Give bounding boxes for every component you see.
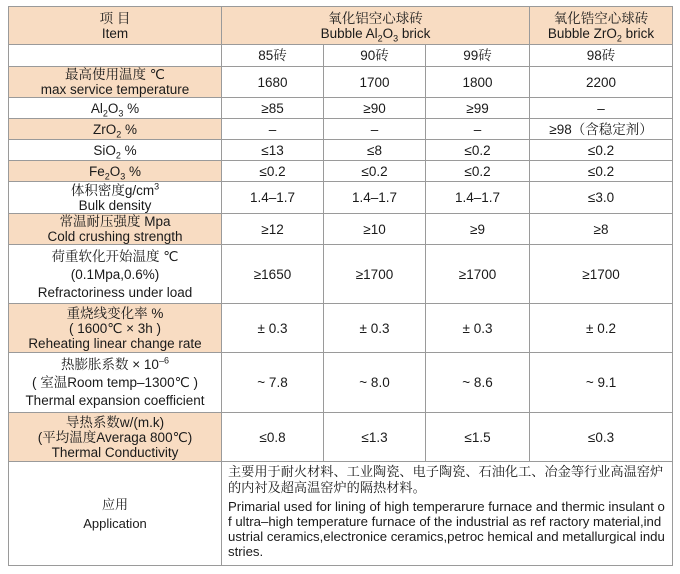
cell-value: ≥1700 <box>530 245 673 304</box>
cell-value: ≤3.0 <box>530 182 673 214</box>
row-refractoriness <box>9 245 673 304</box>
cell-value: ≤8 <box>324 140 426 161</box>
item-header-en: Item <box>101 25 129 41</box>
zr-group-header <box>530 7 673 45</box>
row-label: $Al_2O_3$ % <box>9 98 222 119</box>
cell-value: ≤1.3 <box>324 413 426 462</box>
grade-85: 85砖 <box>222 45 324 67</box>
cell-value: 2200 <box>530 67 673 98</box>
cell-value: ≥10 <box>324 214 426 245</box>
cell-value: ≥9 <box>426 214 530 245</box>
spec-table <box>8 6 673 566</box>
cell-value: – <box>324 119 426 140</box>
header-row <box>9 7 673 45</box>
cell-value: ≥8 <box>530 214 673 245</box>
cell-value: ~ 8.6 <box>426 353 530 413</box>
row-thermal-conductivity <box>9 413 673 462</box>
cell-value: 1700 <box>324 67 426 98</box>
cell-value: ≥90 <box>324 98 426 119</box>
cell-value: ± 0.3 <box>324 304 426 353</box>
cell-value: ≥1700 <box>426 245 530 304</box>
cell-value: ≤13 <box>222 140 324 161</box>
row-reheating <box>9 304 673 353</box>
grade-blank <box>9 45 222 67</box>
row-zro2 <box>9 119 673 140</box>
cell-value: ± 0.3 <box>222 304 324 353</box>
cell-value: – <box>222 119 324 140</box>
grade-99: 99砖 <box>426 45 530 67</box>
application-text-en: Primarial used for lining of high temperarure furnace and thermic insulant of ultra–high temperature furnace of the industrial as ref ractory material,industrial ceramics,electronice ceramics,petroc hemical and metallurgical industries. <box>228 499 665 559</box>
cell-value: ≥98（含稳定剂） <box>530 119 673 140</box>
cell-value: ≥1700 <box>324 245 426 304</box>
row-cold-crushing <box>9 214 673 245</box>
cell-value: ≤0.2 <box>222 161 324 182</box>
row-label: 热膨胀系数 × $10^{-6}$ ( 室温Room temp–1300℃ ) Thermal expansion coefficient <box>9 353 222 413</box>
cell-value: ± 0.3 <box>426 304 530 353</box>
cell-value: – <box>426 119 530 140</box>
cell-value: 1.4–1.7 <box>222 182 324 214</box>
row-label: 重烧线变化率 % ( 1600℃ × 3h ) Reheating linear change rate <box>9 304 222 353</box>
row-label: SiO$_2$ % <box>9 140 222 161</box>
row-fe2o3 <box>9 161 673 182</box>
item-header <box>9 7 222 45</box>
row-application <box>9 462 673 566</box>
row-label: 最高使用温度 ℃ max service temperature <box>9 67 222 98</box>
cell-value: ± 0.2 <box>530 304 673 353</box>
row-label: $Fe_2O_3$ % <box>9 161 222 182</box>
application-text-cn: 主要用于耐火材料、工业陶瓷、电子陶瓷、石油化工、冶金等行业高温窑炉的内衬及超高温窑炉的隔热材料。 <box>228 464 664 495</box>
cell-value: ≥1650 <box>222 245 324 304</box>
cell-value: ≤0.2 <box>426 140 530 161</box>
row-label: ZrO$_2$ % <box>9 119 222 140</box>
al-group-header <box>222 7 530 45</box>
row-thermal-expansion <box>9 353 673 413</box>
cell-value: – <box>530 98 673 119</box>
cell-value: ≤1.5 <box>426 413 530 462</box>
row-al2o3 <box>9 98 673 119</box>
grade-90: 90砖 <box>324 45 426 67</box>
cell-value: ≤0.2 <box>530 161 673 182</box>
cell-value: ≥12 <box>222 214 324 245</box>
cell-value: 1680 <box>222 67 324 98</box>
grade-row <box>9 45 673 67</box>
cell-value: ≤0.3 <box>530 413 673 462</box>
cell-value: ~ 7.8 <box>222 353 324 413</box>
row-max-temp <box>9 67 673 98</box>
cell-value: ≤0.2 <box>324 161 426 182</box>
cell-value: ~ 9.1 <box>530 353 673 413</box>
cell-value: ≤0.8 <box>222 413 324 462</box>
al-group-cn: 氧化铝空心球砖 <box>328 10 423 26</box>
cell-value: 1800 <box>426 67 530 98</box>
cell-value: ≤0.2 <box>426 161 530 182</box>
row-label: 常温耐压强度 Mpa Cold crushing strength <box>9 214 222 245</box>
application-label: 应用 Application <box>9 462 222 566</box>
row-label: 荷重软化开始温度 ℃ (0.1Mpa,0.6%) Refractoriness under load <box>9 245 222 304</box>
row-label: 体积密度$g/cm^3$ Bulk density <box>9 182 222 214</box>
cell-value: ≥99 <box>426 98 530 119</box>
row-label: 导热系数w/(m.k) (平均温度Averaga 800℃) Thermal Conductivity <box>9 413 222 462</box>
cell-value: ≤0.2 <box>530 140 673 161</box>
grade-98: 98砖 <box>530 45 673 67</box>
zr-group-cn: 氧化锆空心球砖 <box>553 10 649 26</box>
cell-value: 1.4–1.7 <box>324 182 426 214</box>
cell-value: ≥85 <box>222 98 324 119</box>
cell-value: ~ 8.0 <box>324 353 426 413</box>
cell-value: 1.4–1.7 <box>426 182 530 214</box>
zr-group-en: Bubble ZrO$_2$ brick <box>547 25 655 44</box>
al-group-en: Bubble $Al_2O_3$ brick <box>320 25 431 44</box>
row-sio2 <box>9 140 673 161</box>
application-text <box>222 462 673 566</box>
item-header-cn: 项 目 <box>99 10 131 26</box>
row-bulk-density <box>9 182 673 214</box>
